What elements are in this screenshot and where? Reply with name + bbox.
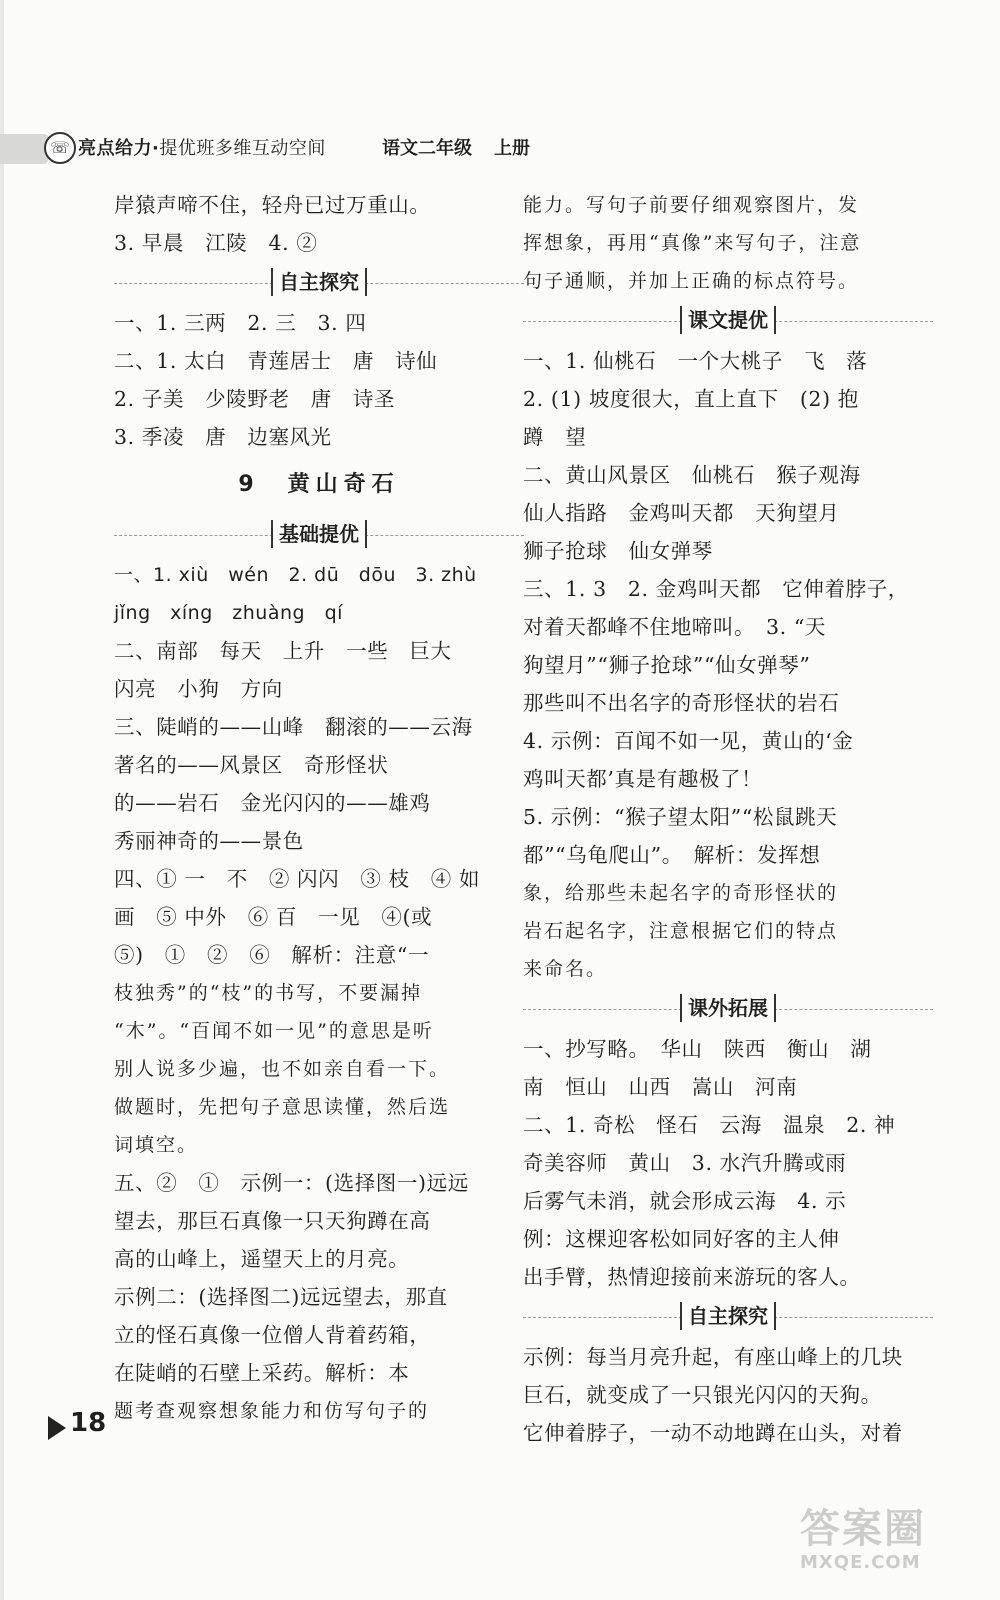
phone-logo-icon: ☏ [44, 132, 76, 164]
page-arrow-icon [48, 1416, 66, 1440]
section-heading [523, 1298, 933, 1336]
page-spine [0, 0, 4, 1600]
answer-line: 狗望月”“狮子抢球”“仙女弹琴” [523, 653, 811, 677]
answer-line: 三、1. 3 2. 金鸡叫天都 它伸着脖子， [523, 577, 909, 601]
answer-line: 3. 早晨 江陵 4. ② [114, 231, 318, 255]
section-label: 基础提优 [271, 520, 367, 548]
answer-line: 鸡叫天都’真是有趣极了！ [523, 767, 763, 791]
volume-label: 上册 [494, 138, 530, 159]
answer-line: 2. 子美 少陵野老 唐 诗圣 [114, 387, 396, 411]
brand-separator: · [152, 138, 160, 159]
answer-line: 一、1. 三两 2. 三 3. 四 [114, 311, 367, 335]
answer-line: 一、抄写略。 华山 陕西 衡山 湖 [523, 1037, 872, 1061]
page-number: 18 [70, 1408, 107, 1438]
running-header [0, 126, 600, 172]
answer-line: 3. 季凌 唐 边塞风光 [114, 425, 332, 449]
answer-line: 挥想象，再用“真像”来写句子，注意 [523, 232, 862, 254]
answer-line: 来命名。 [523, 958, 608, 980]
answer-line: 做题时，先把句子意思读懂，然后选 [114, 1096, 451, 1118]
watermark [800, 1506, 980, 1586]
brand-name: 亮点给力 [78, 138, 152, 159]
answer-line: 奇美容师 黄山 3. 水汽升腾或雨 [523, 1151, 847, 1175]
answer-line: 5. 示例：“猴子望太阳”“松鼠跳天 [523, 805, 838, 829]
subject-grade: 语文二年级 [382, 138, 472, 159]
answer-line: 枝独秀”的“枝”的书写，不要漏掉 [114, 982, 423, 1004]
section-label: 自主探究 [680, 1302, 776, 1330]
header-band [0, 134, 48, 164]
answer-line: jǐng xíng zhuàng qí [114, 602, 343, 624]
answer-line: 后雾气未消，就会形成云海 4. 示 [523, 1189, 847, 1213]
section-label: 课文提优 [680, 306, 776, 334]
watermark-logo: 答案圈 [800, 1506, 926, 1552]
lesson-title: 9 黄山奇石 [238, 472, 400, 497]
answer-line: 二、南部 每天 上升 一些 巨大 [114, 639, 452, 663]
answer-line: 对着天都峰不住地啼叫。 3. “天 [523, 615, 827, 639]
section-heading [114, 264, 524, 302]
answer-line: 立的怪石真像一位僧人背着药箱， [114, 1323, 431, 1347]
answer-line: 二、黄山风景区 仙桃石 猴子观海 [523, 463, 861, 487]
answer-line: 著名的——风景区 奇形怪状 [114, 753, 389, 777]
header-brand [78, 134, 326, 160]
answer-line: 象，给那些未起名字的奇形怪状的 [523, 882, 839, 904]
answer-line: 南 恒山 山西 嵩山 河南 [523, 1075, 798, 1099]
answer-line: 示例：每当月亮升起，有座山峰上的几块 [523, 1345, 903, 1369]
section-label: 自主探究 [271, 268, 367, 296]
answer-line: 巨石，就变成了一只银光闪闪的天狗。 [523, 1383, 882, 1407]
answer-line: 词填空。 [114, 1134, 199, 1156]
watermark-url: MXQE.COM [800, 1552, 921, 1573]
answer-line: 蹲 望 [523, 425, 587, 449]
answer-line: 一、1. xiù wén 2. dū dōu 3. zhù [114, 564, 477, 586]
answer-line: 四、① 一 不 ② 闪闪 ③ 枝 ④ 如 [114, 867, 481, 891]
answer-line: 能力。写句子前要仔细观察图片，发 [523, 194, 860, 216]
answer-line: 题考查观察想象能力和仿写句子的 [114, 1400, 430, 1422]
answer-line: 2. (1) 坡度很大，直上直下 (2) 抱 [523, 387, 859, 411]
answer-line: 二、1. 奇松 怪石 云海 温泉 2. 神 [523, 1113, 896, 1137]
section-heading [114, 516, 524, 554]
answer-line: ⑤) ① ② ⑥ 解析：注意“一 [114, 943, 430, 967]
answer-line: 岩石起名字，注意根据它们的特点 [523, 920, 839, 942]
header-grade [382, 134, 530, 160]
answer-line: 示例二：(选择图二)远远望去，那直 [114, 1285, 448, 1309]
answer-line: 句子通顺，并加上正确的标点符号。 [523, 270, 860, 292]
answer-line: 出手臂，热情迎接前来游玩的客人。 [523, 1265, 861, 1289]
answer-line: “木”。“百闻不如一见”的意思是听 [114, 1020, 434, 1042]
answer-line: 五、② ① 示例一：(选择图一)远远 [114, 1171, 469, 1195]
answer-line: 三、陡峭的——山峰 翻滚的——云海 [114, 715, 473, 739]
answer-line: 狮子抢球 仙女弹琴 [523, 539, 713, 563]
answer-line: 一、1. 仙桃石 一个大桃子 飞 落 [523, 349, 868, 373]
answer-line: 都”“乌龟爬山”。 解析：发挥想 [523, 843, 821, 867]
answer-line: 岸猿声啼不住，轻舟已过万重山。 [114, 193, 431, 217]
section-heading [523, 990, 933, 1028]
answer-line: 二、1. 太白 青莲居士 唐 诗仙 [114, 349, 438, 373]
answer-line: 别人说多少遍，也不如亲自看一下。 [114, 1058, 451, 1080]
brand-subtitle: 提优班多维互动空间 [159, 138, 326, 159]
left-column [114, 186, 524, 1430]
answer-line: 4. 示例：百闻不如一见，黄山的‘金 [523, 729, 854, 753]
answer-line: 画 ⑤ 中外 ⑥ 百 一见 ④(或 [114, 905, 433, 929]
answer-line: 高的山峰上，遥望天上的月亮。 [114, 1247, 410, 1271]
answer-line: 例：这棵迎客松如同好客的主人伸 [523, 1227, 840, 1251]
right-column [523, 186, 933, 1452]
answer-line: 仙人指路 金鸡叫天都 天狗望月 [523, 501, 840, 525]
answer-line: 在陡峭的石壁上采药。解析：本 [114, 1361, 410, 1385]
section-label: 课外拓展 [680, 994, 776, 1022]
answer-line: 的——岩石 金光闪闪的——雄鸡 [114, 791, 431, 815]
answer-line: 望去，那巨石真像一只天狗蹲在高 [114, 1209, 431, 1233]
answer-line: 闪亮 小狗 方向 [114, 677, 283, 701]
answer-line: 它伸着脖子，一动不动地蹲在山头，对着 [523, 1421, 903, 1445]
answer-line: 秀丽神奇的——景色 [114, 829, 304, 853]
answer-line: 那些叫不出名字的奇形怪状的岩石 [523, 691, 840, 715]
section-heading [523, 302, 933, 340]
